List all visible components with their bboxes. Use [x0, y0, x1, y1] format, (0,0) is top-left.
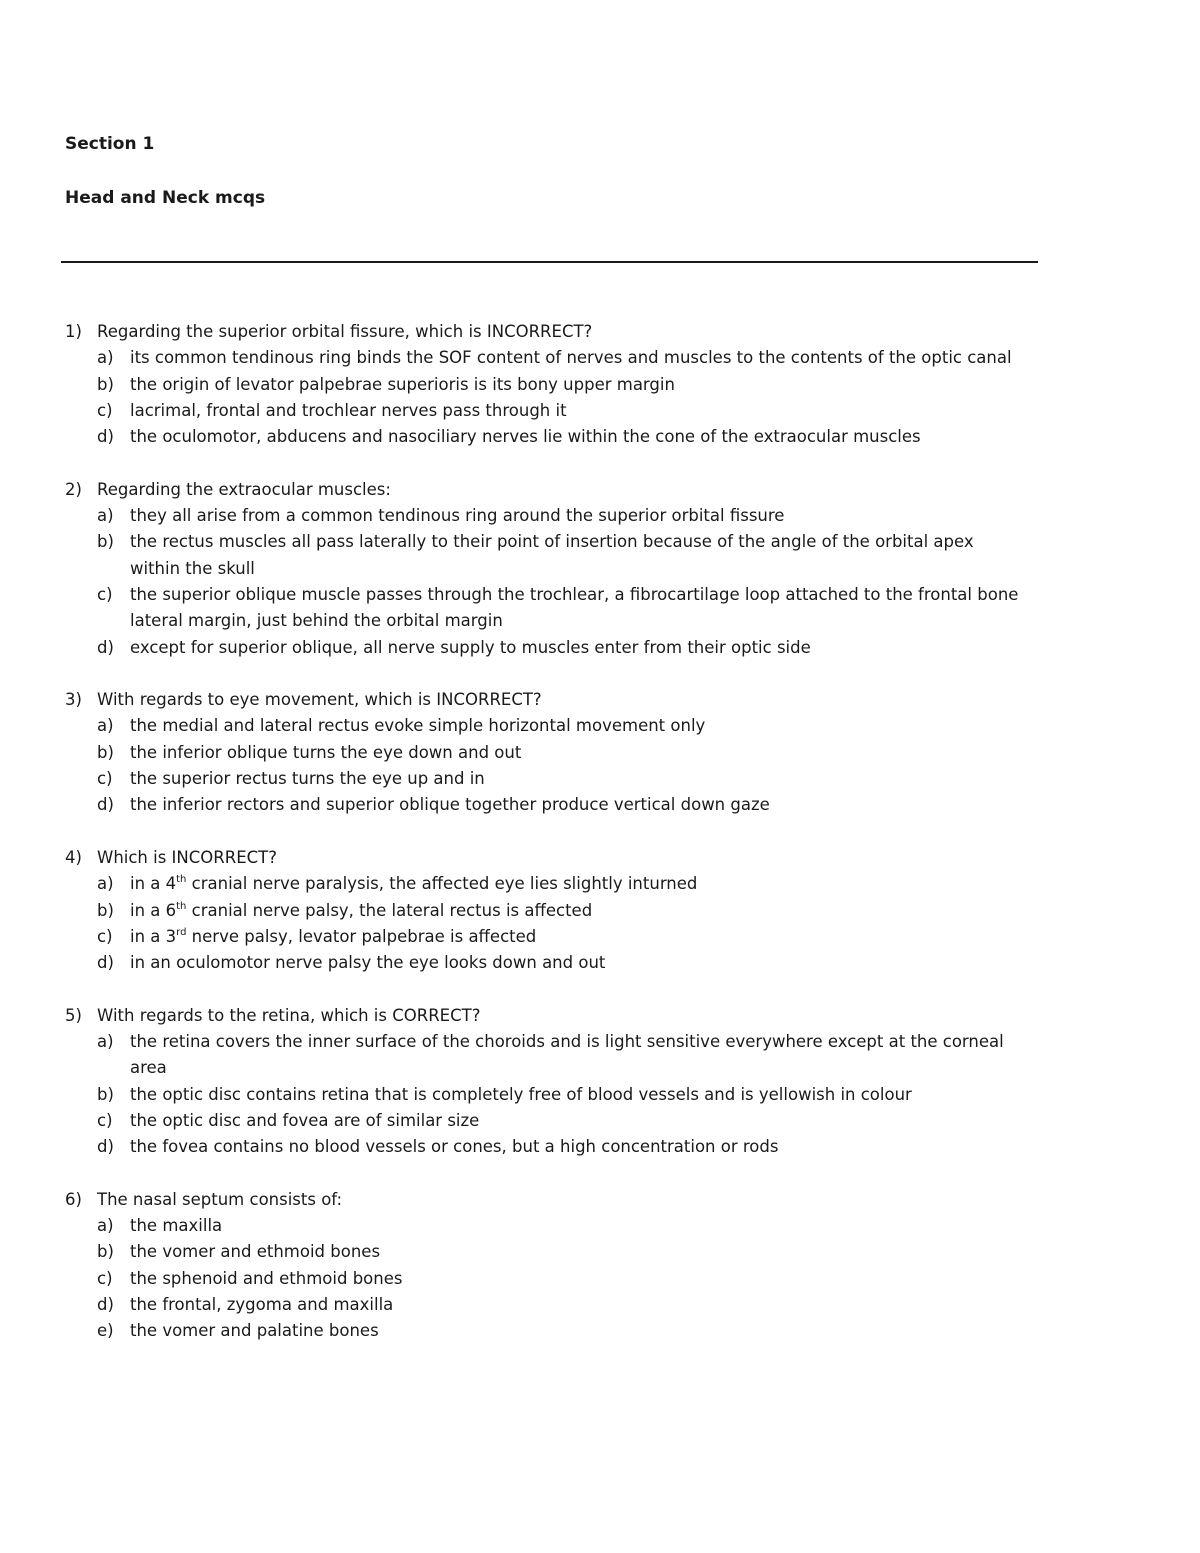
question-text: Regarding the extraocular muscles:: [97, 479, 391, 499]
option-text: the rectus muscles all pass laterally to their point of insertion because of the angle of the orbital apex within the skull: [130, 532, 974, 578]
option-text: in a 4: [130, 874, 177, 894]
answer-option: [65, 766, 1025, 792]
option-text: the frontal, zygoma and maxilla: [130, 1294, 394, 1314]
ordinal-suffix: th: [176, 874, 187, 886]
option-letter: d): [97, 953, 114, 973]
question-stem: [65, 1187, 1025, 1213]
answer-option: [65, 1266, 1025, 1292]
answer-option: [65, 1108, 1025, 1134]
option-letter: a): [97, 506, 114, 526]
option-letter: b): [97, 532, 114, 552]
answer-option: [65, 1134, 1025, 1160]
question-number: 2): [65, 479, 82, 499]
option-letter: a): [97, 874, 114, 894]
option-text: the optic disc and fovea are of similar size: [130, 1110, 480, 1130]
answer-option: [65, 582, 1025, 635]
question-stem: [65, 1003, 1025, 1029]
question-number: 3): [65, 690, 82, 710]
option-text: nerve palsy, levator palpebrae is affected: [186, 926, 537, 946]
answer-options: [65, 503, 1025, 661]
question-stem: [65, 477, 1025, 503]
answer-options: [65, 1213, 1025, 1344]
answer-option: [65, 950, 1025, 976]
option-letter: a): [97, 348, 114, 368]
ordinal-suffix: th: [176, 900, 187, 912]
option-text: in an oculomotor nerve palsy the eye looks down and out: [130, 953, 606, 973]
ordinal-suffix: rd: [176, 926, 187, 938]
option-text: the origin of levator palpebrae superioris is its bony upper margin: [130, 374, 675, 394]
document-subtitle: Head and Neck mcqs: [65, 188, 266, 208]
option-letter: a): [97, 1216, 114, 1236]
option-text: cranial nerve paralysis, the affected eye lies slightly inturned: [186, 874, 698, 894]
question-item: [65, 319, 1025, 450]
option-letter: c): [97, 1268, 113, 1288]
option-letter: d): [97, 637, 114, 657]
answer-options: [65, 345, 1025, 450]
option-letter: b): [97, 900, 114, 920]
horizontal-rule: [61, 261, 1038, 263]
option-text: the vomer and ethmoid bones: [130, 1242, 381, 1262]
question-list: [65, 319, 1025, 1371]
option-text: the oculomotor, abducens and nasociliary nerves lie within the cone of the extraocular muscles: [130, 427, 921, 447]
question-item: [65, 1187, 1025, 1345]
option-text: lacrimal, frontal and trochlear nerves pass through it: [130, 400, 567, 420]
option-text: the superior rectus turns the eye up and in: [130, 769, 485, 789]
option-letter: d): [97, 1137, 114, 1157]
option-letter: a): [97, 716, 114, 736]
answer-options: [65, 1029, 1025, 1160]
option-text: the maxilla: [130, 1216, 223, 1236]
answer-option: [65, 1213, 1025, 1239]
option-letter: b): [97, 1242, 114, 1262]
option-letter: c): [97, 926, 113, 946]
answer-option: [65, 635, 1025, 661]
answer-options: [65, 871, 1025, 976]
answer-option: [65, 1318, 1025, 1344]
option-text: the vomer and palatine bones: [130, 1321, 379, 1341]
answer-option: [65, 1239, 1025, 1265]
answer-option: [65, 398, 1025, 424]
option-letter: b): [97, 742, 114, 762]
question-stem: [65, 319, 1025, 345]
answer-option: [65, 1029, 1025, 1082]
option-letter: e): [97, 1321, 114, 1341]
answer-options: [65, 713, 1025, 818]
option-text: the fovea contains no blood vessels or cones, but a high concentration or rods: [130, 1137, 779, 1157]
answer-option: [65, 740, 1025, 766]
option-letter: d): [97, 1294, 114, 1314]
answer-option: [65, 871, 1025, 897]
answer-option: [65, 924, 1025, 950]
question-number: 5): [65, 1005, 82, 1025]
answer-option: [65, 345, 1025, 371]
question-item: [65, 477, 1025, 661]
option-text: the inferior rectors and superior oblique together produce vertical down gaze: [130, 795, 770, 815]
option-text: except for superior oblique, all nerve supply to muscles enter from their optic side: [130, 637, 811, 657]
answer-option: [65, 529, 1025, 582]
answer-option: [65, 713, 1025, 739]
question-item: [65, 1003, 1025, 1161]
question-text: With regards to the retina, which is CORRECT?: [97, 1005, 481, 1025]
option-letter: a): [97, 1032, 114, 1052]
option-letter: c): [97, 1110, 113, 1130]
question-text: With regards to eye movement, which is INCORRECT?: [97, 690, 542, 710]
answer-option: [65, 1082, 1025, 1108]
option-text: cranial nerve palsy, the lateral rectus is affected: [186, 900, 593, 920]
option-letter: b): [97, 1084, 114, 1104]
question-number: 6): [65, 1189, 82, 1209]
question-item: [65, 845, 1025, 976]
option-text: in a 6: [130, 900, 177, 920]
option-text: the inferior oblique turns the eye down and out: [130, 742, 522, 762]
option-text: the superior oblique muscle passes through the trochlear, a fibrocartilage loop attached to the frontal bone lateral margin, just behind the orbital margin: [130, 584, 1019, 631]
option-text: they all arise from a common tendinous ring around the superior orbital fissure: [130, 506, 785, 526]
question-number: 1): [65, 322, 82, 341]
question-stem: [65, 687, 1025, 713]
answer-option: [65, 792, 1025, 818]
option-text: the optic disc contains retina that is completely free of blood vessels and is yellowish in colour: [130, 1084, 912, 1104]
section-heading: Section 1: [65, 134, 155, 154]
option-letter: d): [97, 427, 114, 447]
option-letter: c): [97, 400, 113, 420]
option-text: the retina covers the inner surface of the choroids and is light sensitive everywhere except at the corneal area: [130, 1032, 1004, 1078]
question-number: 4): [65, 847, 82, 867]
question-item: [65, 687, 1025, 818]
question-text: The nasal septum consists of:: [97, 1189, 343, 1209]
question-text: Which is INCORRECT?: [97, 847, 277, 867]
answer-option: [65, 503, 1025, 529]
option-letter: c): [97, 584, 113, 604]
answer-option: [65, 372, 1025, 398]
option-text: the sphenoid and ethmoid bones: [130, 1268, 403, 1288]
option-text: the medial and lateral rectus evoke simple horizontal movement only: [130, 716, 706, 736]
option-letter: d): [97, 795, 114, 815]
question-stem: [65, 845, 1025, 871]
option-letter: c): [97, 769, 113, 789]
answer-option: [65, 1292, 1025, 1318]
option-letter: b): [97, 374, 114, 394]
answer-option: [65, 424, 1025, 450]
answer-option: [65, 898, 1025, 924]
option-text: its common tendinous ring binds the SOF content of nerves and muscles to the contents of the optic canal: [130, 348, 1012, 368]
question-text: Regarding the superior orbital fissure, which is INCORRECT?: [97, 322, 593, 341]
option-text: in a 3: [130, 926, 177, 946]
